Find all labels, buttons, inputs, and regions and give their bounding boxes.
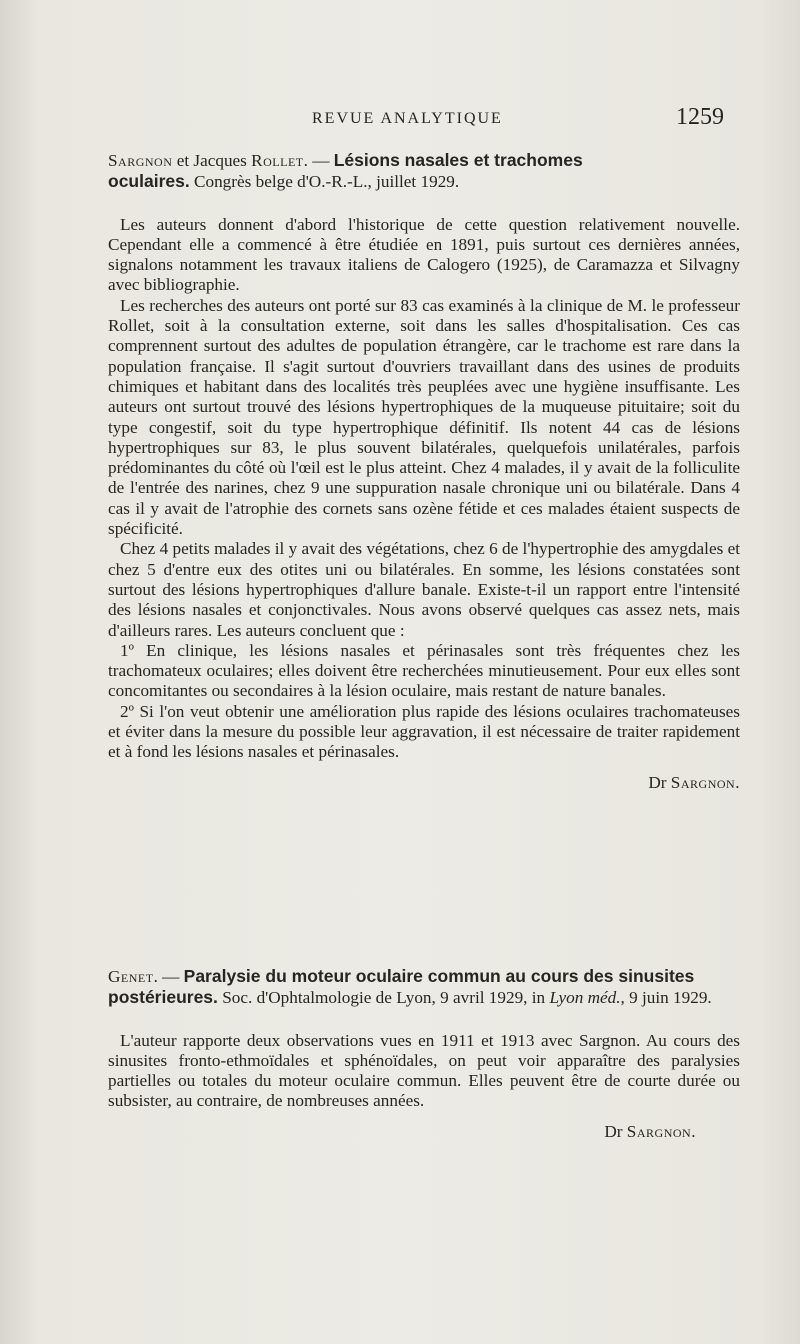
body-paragraph: Les recherches des auteurs ont porté sur 83 cas examinés à la clinique de M. le professeur Rollet, soit à la consultation externe, soit dans les salles d'hospitalisation. Ces cas comprennent surtout des adultes de population étrangère, car le trachome est rare dans la population française. Il s'agit surtout d'ouvriers travaillant dans des usines de produits chimiques et habitant dans des localités très peuplées avec une hygiène insuffisante. Les auteurs ont surtout trouvé des lésions hypertrophiques de la muqueuse pituitaire; soit du type congestif, soit du type hypertrophique définitif. Ils notent 44 cas de lésions hypertrophiques sur 83, le plus souvent bilatérales, quelquefois unilatérales, parfois prédominantes du côté où l'œil est le plus atteint. Chez 4 malades, il y avait de la folliculite de l'entrée des narines, chez 9 une suppuration nasale chronique uni ou bilatérale. Dans 4 cas il y avait de l'atrophie des cornets sans ozène fétide et ces malades étaient suspects de spécificité. [108, 295, 740, 539]
author-name: Sargnon [108, 151, 173, 170]
signature-prefix: Dr [604, 1121, 627, 1141]
author-name: Genet [108, 967, 154, 986]
page-number: 1259 [676, 104, 724, 130]
article-source: Soc. d'Ophtalmologie de Lyon, 9 avril 1929, in [217, 988, 550, 1008]
body-paragraph: Les auteurs donnent d'abord l'historique de cette question relativement nouvelle. Cependant elle a commencé à être étudiée en 1891, puis surtout ces dernières années, signalons notamment les travaux italiens de Calogero (1925), de Caramazza et Silvagny avec bibliographie. [108, 214, 740, 295]
title-dash: . — [153, 967, 184, 986]
body-paragraph: 2º Si l'on veut obtenir une amélioration plus rapide des lésions oculaires trachomateuses et éviter dans la mesure du possible leur aggravation, il est nécessaire de traiter rapidement et à fond les lésions nasales et périnasales. [108, 701, 740, 762]
article-source: Congrès belge d'O.-R.-L., juillet 1929. [189, 172, 460, 192]
author-name: Rollet [251, 151, 304, 170]
body-paragraph: Chez 4 petits malades il y avait des végétations, chez 6 de l'hypertrophie des amygdales et chez 5 d'entre eux des otites uni ou bilatérales. En somme, les lésions constatées sont surtout des lésions hypertrophiques d'allure banale. Existe-t-il un rapport entre l'intensité des lésions nasales et conjonctivales. Nous avons observé quelques cas assez nets, mais d'ailleurs rares. Les auteurs concluent que : [108, 539, 740, 640]
body-paragraph: L'auteur rapporte deux observations vues en 1911 et 1913 avec Sargnon. Au cours des sinusites fronto-ethmoïdales et sphénoïdales, on peut voir apparaître des paralysies partielles ou totales du moteur oculaire commun. Elles peuvent être de courte durée ou subsister, au contraire, de nombreuses années. [108, 1030, 740, 1111]
article-reference [108, 150, 740, 193]
title-dash: . — [303, 151, 334, 170]
signature-name: Sargnon. [670, 772, 740, 792]
journal-name: Lyon méd. [549, 988, 621, 1008]
article-reference [108, 966, 740, 1009]
running-title: REVUE ANALYTIQUE [312, 110, 503, 127]
review-article-1 [108, 150, 740, 793]
signature-prefix: Dr [648, 772, 671, 792]
page-header [0, 104, 800, 136]
signature-name: Sargnon. [626, 1121, 696, 1141]
body-paragraph: 1º En clinique, les lésions nasales et périnasales sont très fréquentes chez les trachomateux oculaires; elles doivent être recherchées minutieusement. Pour eux elles sont concomitantes ou secondaires à la lésion oculaire, mais restant de nature banales. [108, 640, 740, 701]
article-title-cont: oculaires. [108, 171, 190, 192]
article-source-date: , 9 juin 1929. [620, 988, 712, 1008]
reviewer-signature [108, 773, 740, 793]
author-joiner: et Jacques [172, 151, 252, 170]
reviewer-signature [108, 1122, 696, 1142]
article-title: Paralysie du moteur oculaire commun au cours des sinusites postérieures. [108, 966, 695, 1008]
review-article-2 [108, 966, 740, 1142]
article-title: Lésions nasales et trachomes [333, 150, 583, 170]
